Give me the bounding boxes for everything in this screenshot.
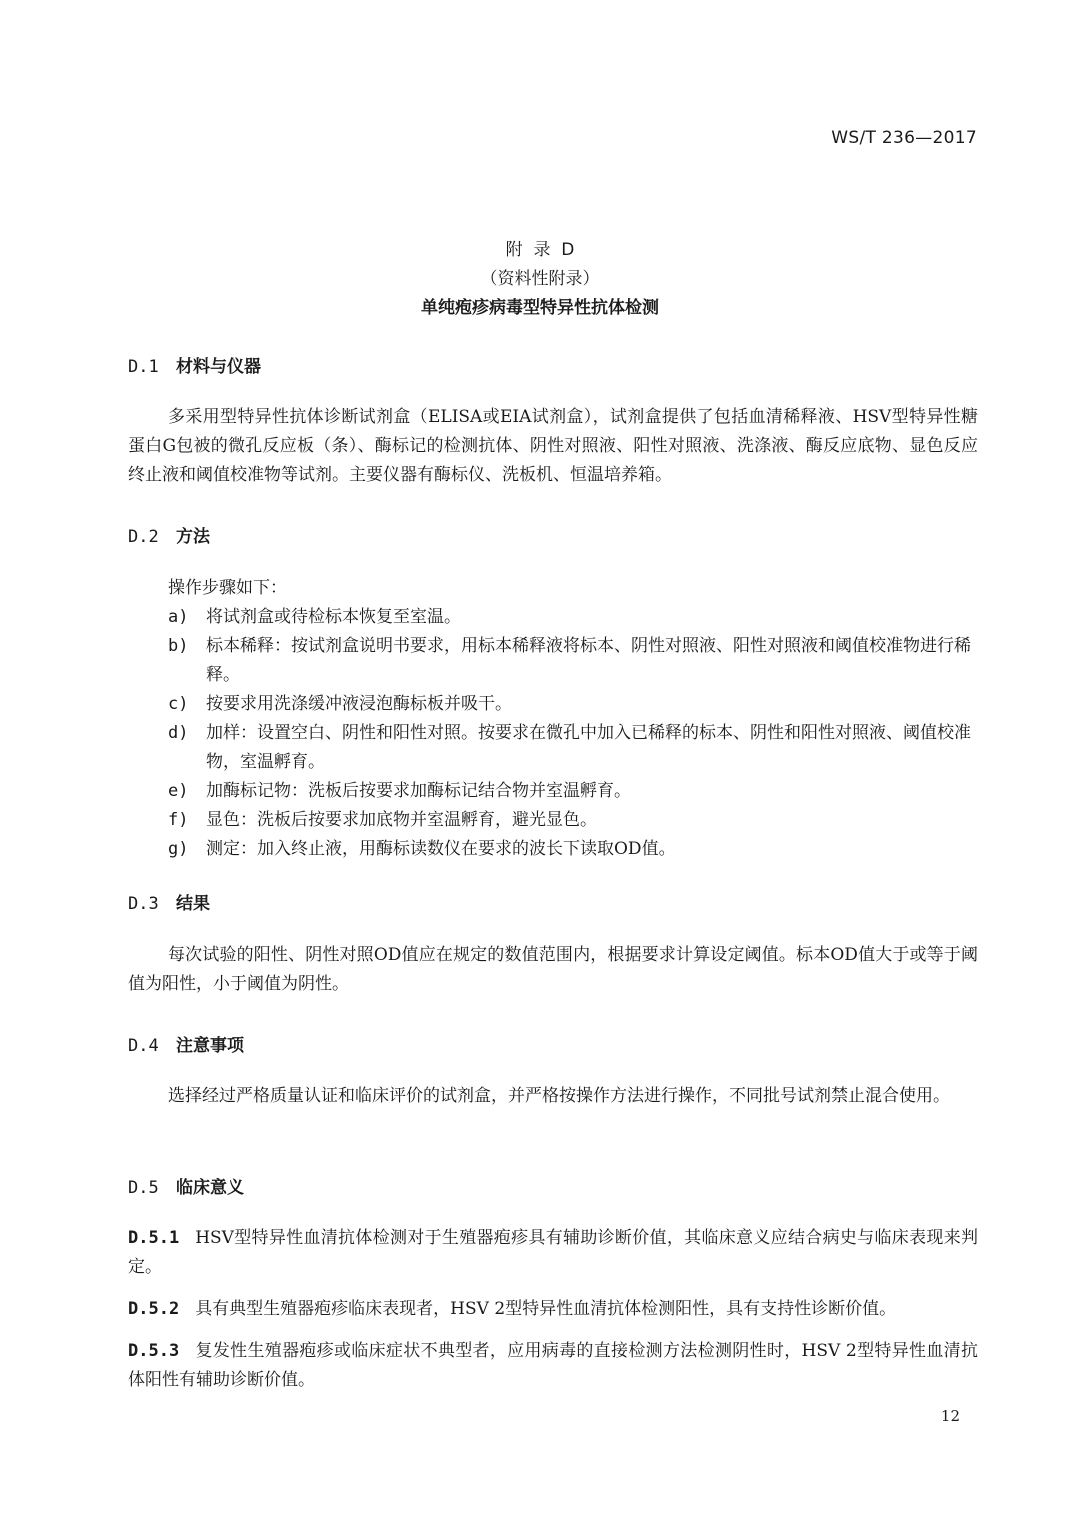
list-marker: c)	[168, 694, 189, 714]
paragraph: 每次试验的阳性、阴性对照OD值应在规定的数值范围内，根据要求计算设定阈值。标本OD值大于或等于阈值为阳性，小于阈值为阴性。	[128, 945, 978, 994]
appendix-heading	[0, 236, 1080, 323]
subsection-text: 复发性生殖器疱疹或临床症状不典型者，应用病毒的直接检测方法检测阴性时，HSV 2型特异性血清抗体阳性有辅助诊断价值。	[128, 1341, 978, 1390]
section-number: D.2	[128, 527, 159, 547]
list-marker: f)	[168, 810, 189, 830]
list-item	[128, 632, 978, 690]
list-marker: e)	[168, 781, 189, 801]
subsection-d5-3	[128, 1337, 978, 1395]
list-item	[128, 777, 978, 806]
section-heading-d4	[128, 1031, 244, 1056]
procedure-steps	[128, 574, 978, 864]
section-heading-d1	[128, 352, 261, 377]
list-item	[128, 603, 978, 632]
section-number: D.5	[128, 1178, 159, 1198]
subsection-number: D.5.1	[128, 1228, 180, 1248]
section-number: D.1	[128, 357, 159, 377]
paragraph: 多采用型特异性抗体诊断试剂盒（ELISA或EIA试剂盒），试剂盒提供了包括血清稀释液、HSV型特异性糖蛋白G包被的微孔反应板（条）、酶标记的检测抗体、阴性对照液、阳性对照液、洗涤液、酶反应底物、显色反应终止液和阈值校准物等试剂。主要仪器有酶标仪、洗板机、恒温培养箱。	[128, 407, 978, 485]
paragraph: 选择经过严格质量认证和临床评价的试剂盒，并严格按操作方法进行操作，不同批号试剂禁止混合使用。	[168, 1086, 950, 1106]
section-body-d1	[128, 403, 978, 490]
subsection-text: HSV型特异性血清抗体检测对于生殖器疱疹具有辅助诊断价值，其临床意义应结合病史与临床表现来判定。	[128, 1228, 978, 1277]
appendix-type: （资料性附录）	[480, 269, 600, 289]
section-number: D.4	[128, 1036, 159, 1056]
appendix-label: 附 录 D	[505, 240, 575, 260]
list-item-text: 按要求用洗涤缓冲液浸泡酶标板并吸干。	[206, 694, 512, 714]
section-body-d3	[128, 941, 978, 999]
section-title: 注意事项	[176, 1036, 244, 1056]
list-item-text: 加样：设置空白、阴性和阳性对照。按要求在微孔中加入已稀释的标本、阴性和阳性对照液、阈值校准物，室温孵育。	[206, 723, 971, 772]
steps-intro: 操作步骤如下：	[168, 578, 287, 598]
list-item-text: 显色：洗板后按要求加底物并室温孵育，避光显色。	[206, 810, 597, 830]
list-item	[128, 835, 978, 864]
subsection-text: 具有典型生殖器疱疹临床表现者，HSV 2型特异性血清抗体检测阳性，具有支持性诊断价值。	[195, 1299, 897, 1319]
list-marker: b)	[168, 636, 189, 656]
list-marker: d)	[168, 723, 189, 743]
list-item-text: 将试剂盒或待检标本恢复至室温。	[206, 607, 461, 627]
subsection-d5-1	[128, 1224, 978, 1282]
section-title: 临床意义	[176, 1178, 244, 1198]
list-item-text: 加酶标记物：洗板后按要求加酶标记结合物并室温孵育。	[206, 781, 631, 801]
section-body-d4	[128, 1082, 978, 1111]
list-item-text: 测定：加入终止液，用酶标读数仪在要求的波长下读取OD值。	[206, 839, 676, 859]
section-number: D.3	[128, 894, 159, 914]
section-title: 结果	[176, 894, 210, 914]
subsection-d5-2	[128, 1295, 978, 1324]
list-marker: a)	[168, 607, 189, 627]
document-code: WS/T 236—2017	[831, 128, 977, 148]
subsection-number: D.5.3	[128, 1341, 180, 1361]
list-item	[128, 719, 978, 777]
page-number: 12	[940, 1407, 960, 1425]
list-item	[128, 690, 978, 719]
section-title: 材料与仪器	[176, 357, 261, 377]
section-heading-d2	[128, 522, 210, 547]
section-heading-d3	[128, 889, 210, 914]
subsection-number: D.5.2	[128, 1299, 180, 1319]
section-heading-d5	[128, 1173, 244, 1198]
list-marker: g)	[168, 839, 189, 859]
section-title: 方法	[176, 527, 210, 547]
list-item	[128, 806, 978, 835]
appendix-title: 单纯疱疹病毒型特异性抗体检测	[421, 298, 659, 318]
list-item-text: 标本稀释：按试剂盒说明书要求，用标本稀释液将标本、阴性对照液、阳性对照液和阈值校准物进行稀释。	[206, 636, 971, 685]
